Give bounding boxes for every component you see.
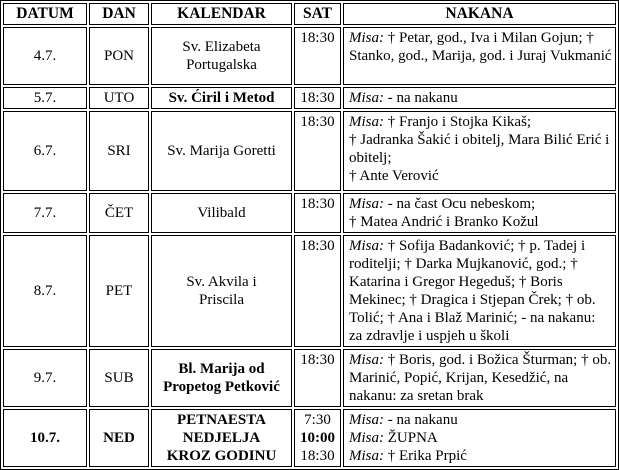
- datum-cell: 4.7.: [3, 27, 87, 85]
- time-value: 18:30: [300, 448, 335, 464]
- nakana-text: † Erika Prpić: [387, 448, 467, 464]
- nakana-text: † Ante Verović: [349, 168, 439, 184]
- misa-label: Misa:: [349, 114, 384, 130]
- nakana-text: † Jadranka Šakić i obitelj, Mara Bilić Erić i obitelj;: [349, 132, 610, 166]
- nakana-entry: [349, 195, 612, 213]
- datum-cell: 5.7.: [3, 87, 87, 109]
- dan-cell: PET: [89, 235, 149, 347]
- dan-cell: ČET: [89, 193, 149, 233]
- header-row: [3, 3, 616, 25]
- nakana-entry: [349, 429, 612, 447]
- nakana-text: † Sofija Badanković; † p. Tadej i roditelji; † Darka Mujkanović, god.; † Katarina i Gregor Hegeduš; † Boris Mekinec; † Dragica i Stjepan Črek; † ob. Tolić; † Ana i Blaž Marinić; - na nakanu: za zdravlje i uspjeh u školi: [349, 238, 596, 344]
- kalendar-line: Priscila: [199, 292, 244, 308]
- sat-cell: [294, 409, 341, 467]
- datum-cell: 7.7.: [3, 193, 87, 233]
- time-value: 18:30: [300, 30, 335, 46]
- time-value: 18:30: [300, 196, 335, 212]
- datum-cell: 8.7.: [3, 235, 87, 347]
- nakana-entry: [349, 213, 612, 231]
- nakana-text: - na čast Ocu nebeskom;: [387, 196, 536, 212]
- datum-cell: 10.7.: [3, 409, 87, 467]
- nakana-entry: [349, 167, 612, 185]
- header-cell-kalendar: KALENDAR: [151, 3, 292, 25]
- table-row: [3, 111, 616, 191]
- time-value: 18:30: [300, 114, 335, 130]
- kalendar-cell: [151, 193, 292, 233]
- misa-label: Misa:: [349, 430, 384, 446]
- nakana-text: - na nakanu: [387, 412, 458, 428]
- misa-label: Misa:: [349, 448, 384, 464]
- kalendar-line: Portugalska: [186, 57, 257, 73]
- kalendar-cell: [151, 235, 292, 347]
- nakana-text: † Boris, god. i Božica Šturman; † ob. Marinić, Popić, Krijan, Kesedžić, na nakanu: za sretan brak: [349, 352, 612, 404]
- sat-cell: [294, 349, 341, 407]
- misa-label: Misa:: [349, 30, 384, 46]
- header-cell-nakana: NAKANA: [343, 3, 616, 25]
- nakana-text: - na nakanu: [387, 90, 458, 106]
- kalendar-line: PETNAESTA: [177, 412, 266, 428]
- misa-label: Misa:: [349, 412, 384, 428]
- sat-cell: [294, 111, 341, 191]
- nakana-text: ŽUPNA: [387, 430, 438, 446]
- nakana-cell: [343, 235, 616, 347]
- table-row: [3, 87, 616, 109]
- dan-cell: PON: [89, 27, 149, 85]
- kalendar-line: Vilibald: [197, 205, 246, 221]
- sat-cell: [294, 193, 341, 233]
- header-cell-dan: DAN: [89, 3, 149, 25]
- time-value: 18:30: [300, 352, 335, 368]
- datum-cell: 9.7.: [3, 349, 87, 407]
- nakana-cell: [343, 87, 616, 109]
- misa-label: Misa:: [349, 352, 384, 368]
- kalendar-cell: [151, 349, 292, 407]
- kalendar-cell: [151, 409, 292, 467]
- nakana-entry: [349, 447, 612, 465]
- misa-label: Misa:: [349, 238, 384, 254]
- nakana-cell: [343, 27, 616, 85]
- sat-cell: [294, 87, 341, 109]
- kalendar-line: Sv. Ćiril i Metod: [168, 90, 275, 106]
- header-cell-sat: SAT: [294, 3, 341, 25]
- table-row: [3, 235, 616, 347]
- table-row: [3, 193, 616, 233]
- table-row: [3, 349, 616, 407]
- kalendar-line: Sv. Akvila i: [186, 274, 257, 290]
- sat-cell: [294, 27, 341, 85]
- kalendar-line: KROZ GODINU: [166, 448, 277, 464]
- kalendar-line: Sv. Elizabeta: [182, 39, 261, 55]
- datum-cell: 6.7.: [3, 111, 87, 191]
- nakana-entry: [349, 131, 612, 167]
- kalendar-line: NEDJELJA: [182, 430, 261, 446]
- kalendar-line: Propetog Petković: [163, 379, 280, 395]
- dan-cell: SRI: [89, 111, 149, 191]
- nakana-cell: [343, 409, 616, 467]
- dan-cell: SUB: [89, 349, 149, 407]
- kalendar-line: Sv. Marija Goretti: [167, 143, 276, 159]
- time-value: 10:00: [300, 430, 335, 446]
- kalendar-line: Bl. Marija od: [178, 361, 265, 377]
- time-value: 18:30: [300, 90, 335, 106]
- nakana-entry: [349, 89, 612, 107]
- nakana-text: † Matea Andrić i Branko Kožul: [349, 214, 539, 230]
- nakana-text: † Petar, god., Iva i Milan Gojun; † Stanko, god., Marija, god. i Juraj Vukmanić: [349, 30, 612, 64]
- nakana-text: † Franjo i Stojka Kikaš;: [387, 114, 532, 130]
- kalendar-cell: [151, 111, 292, 191]
- sat-cell: [294, 235, 341, 347]
- kalendar-cell: [151, 27, 292, 85]
- dan-cell: UTO: [89, 87, 149, 109]
- time-value: 7:30: [304, 412, 331, 428]
- nakana-cell: [343, 111, 616, 191]
- nakana-entry: [349, 29, 612, 65]
- misa-label: Misa:: [349, 90, 384, 106]
- header-cell-datum: DATUM: [3, 3, 87, 25]
- misa-label: Misa:: [349, 196, 384, 212]
- dan-cell: NED: [89, 409, 149, 467]
- nakana-entry: [349, 237, 612, 345]
- nakana-entry: [349, 113, 612, 131]
- table-row: [3, 27, 616, 85]
- nakana-entry: [349, 351, 612, 405]
- time-value: 18:30: [300, 238, 335, 254]
- nakana-cell: [343, 349, 616, 407]
- nakana-cell: [343, 193, 616, 233]
- nakana-entry: [349, 411, 612, 429]
- table-row: [3, 409, 616, 467]
- kalendar-cell: [151, 87, 292, 109]
